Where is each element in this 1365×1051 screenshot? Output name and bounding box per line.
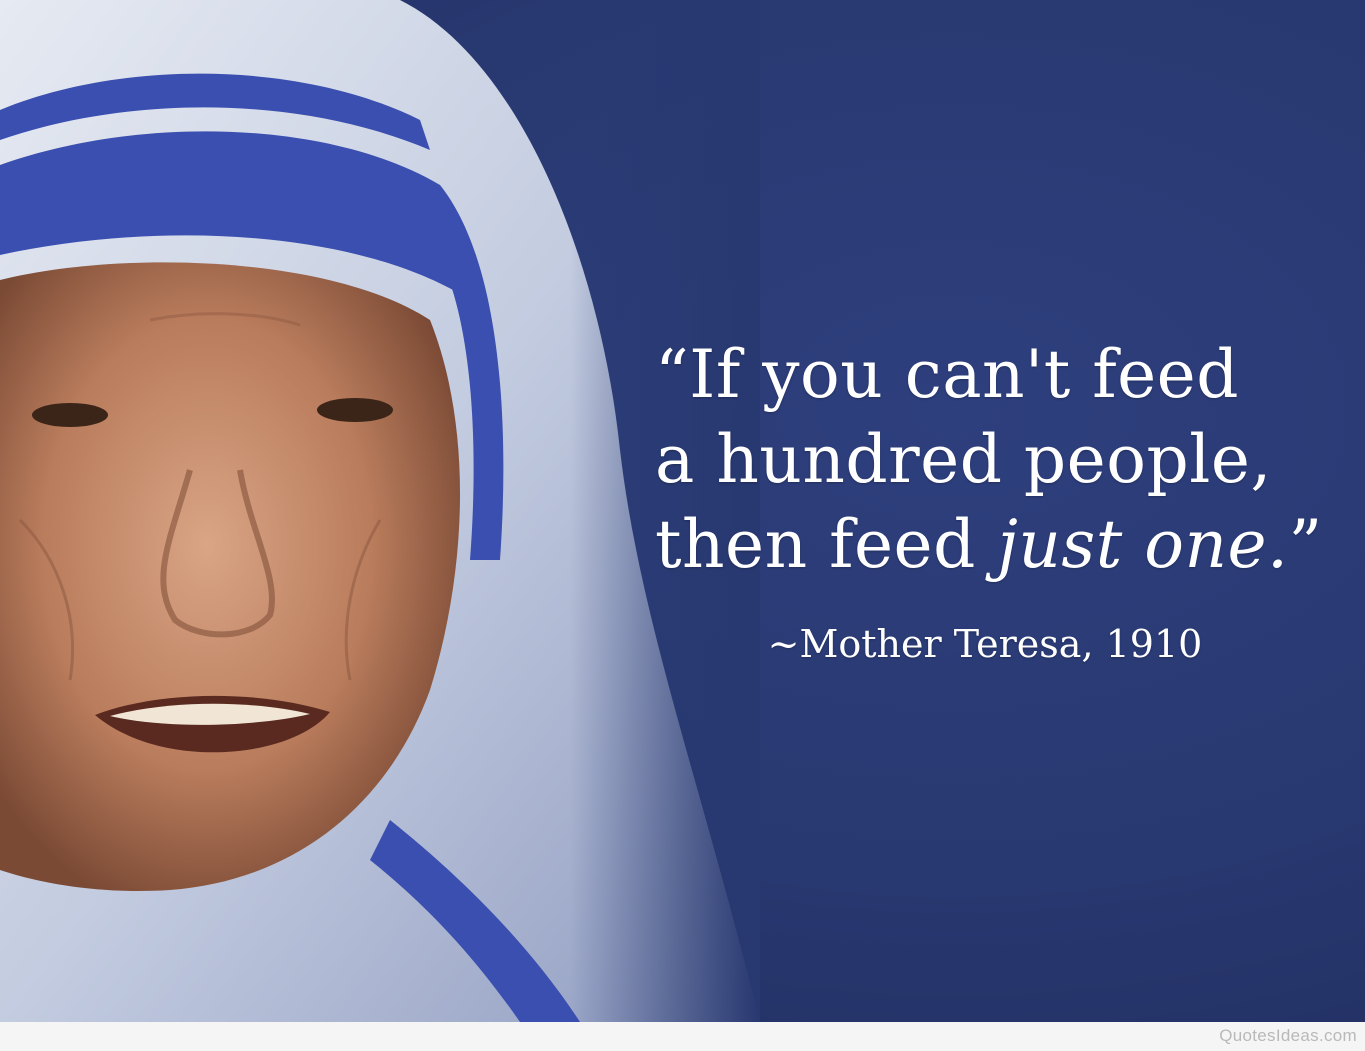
quote-close-mark: ” — [1288, 506, 1323, 583]
quote-attribution: ~Mother Teresa, 1910 — [767, 622, 1203, 666]
quote-line-2: a hundred people, — [655, 421, 1272, 498]
quote-emphasis: just one. — [997, 506, 1289, 583]
quote-line-1: “If you can't feed — [655, 336, 1239, 413]
quote-line-3-plain: then feed — [655, 506, 998, 583]
quote-line-3 — [655, 505, 1335, 585]
bottom-strip — [0, 1022, 1365, 1051]
site-watermark: QuotesIdeas.com — [1219, 1026, 1357, 1045]
